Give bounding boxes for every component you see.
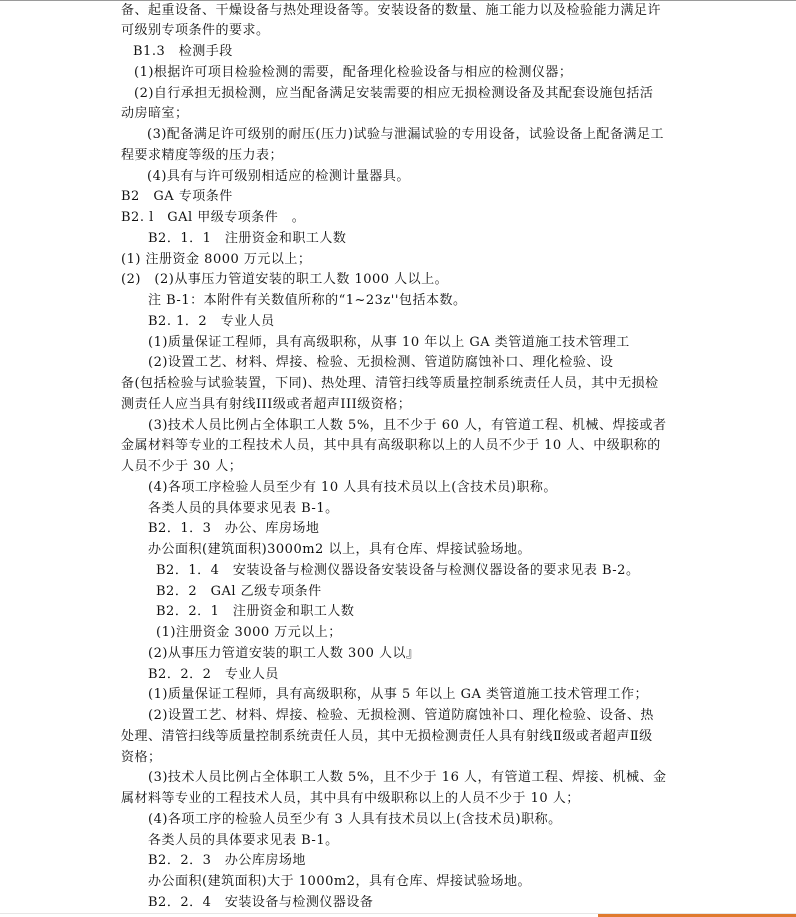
section-heading: B1.3 检测手段 xyxy=(133,44,233,59)
section-heading: B2. 1．2 专业人员 xyxy=(148,314,275,329)
text-line: 动房暗室； xyxy=(121,106,189,121)
text-line: 备、起重设备、干燥设备与热处理设备等。安装设备的数量、施工能力以及检验能力满足许 xyxy=(121,3,662,18)
text-line: (3)技术人员比例占全体职工人数 5%，且不少于 16 人，有管道工程、焊接、机械、金 xyxy=(148,770,667,785)
text-line: (2)从事压力管道安装的职工人数 300 人以』 xyxy=(148,646,420,661)
text-line: 处理、清管扫线等质量控制系统责任人员，其中无损检测责任人具有射线Ⅱ级或者超声Ⅱ级 xyxy=(121,729,653,744)
text-line: 资格； xyxy=(121,750,162,765)
text-line: (1)根据许可项目检验检测的需要，配备理化检验设备与相应的检测仪器； xyxy=(134,65,573,80)
text-line: (1)注册资金 3000 万元以上； xyxy=(156,625,342,640)
text-line: 程要求精度等级的压力表； xyxy=(121,148,284,163)
text-line: (2)设置工艺、材料、焊接、检验、无损检测、管道防腐蚀补口、理化检验、设 xyxy=(148,355,614,370)
page-top-border xyxy=(0,0,796,1)
text-line: (2)设置工艺、材料、焊接、检验、无损检测、管道防腐蚀补口、理化检验、设备、热 xyxy=(148,708,654,723)
text-line: (3)技术人员比例占全体职工人数 5%，且不少于 60 人，有管道工程、机械、焊接或者 xyxy=(148,418,667,433)
text-line: (4)各项工序的检验人员至少有 3 人具有技术员以上(含技术员)职称。 xyxy=(148,812,562,827)
note-line: 注 B-1：本附件有关数值所称的“1~23z''包括本数。 xyxy=(148,293,467,308)
section-heading: B2．2．2 专业人员 xyxy=(148,667,279,682)
section-heading: B2. l GAl 甲级专项条件 。 xyxy=(121,210,306,225)
text-line: (1) 注册资金 8000 万元以上； xyxy=(121,252,312,267)
text-line: 办公面积(建筑面积)3000m2 以上，具有仓库、焊接试验场地。 xyxy=(148,542,531,557)
text-line: (2)自行承担无损检测，应当配备满足安装需要的相应无损检测设备及其配套设施包括活 xyxy=(134,86,654,101)
text-line: 测责任人应当具有射线III级或者超声III级资格； xyxy=(121,397,412,412)
text-line: 可级别专项条件的要求。 xyxy=(121,23,270,38)
text-line: 人员不少于 30 人； xyxy=(121,459,243,474)
section-heading: B2．1．3 办公、库房场地 xyxy=(148,521,320,536)
text-line: 各类人员的具体要求见表 B-1。 xyxy=(148,833,339,848)
text-line: 备(包括检验与试验装置，下同)、热处理、清管扫线等质量控制系统责任人员，其中无损检 xyxy=(121,376,659,391)
section-heading: B2．2．1 注册资金和职工人数 xyxy=(156,604,355,619)
section-heading: B2 GA 专项条件 xyxy=(121,189,233,204)
text-line: (3)配备满足许可级别的耐压(压力)试验与泄漏试验的专用设备，试验设备上配备满足工 xyxy=(147,127,665,142)
section-heading: B2．1．4 安装设备与检测仪器设备安装设备与检测仪器设备的要求见表 B-2。 xyxy=(156,563,640,578)
text-line: (1)质量保证工程师，具有高级职称，从事 10 年以上 GA 类管道施工技术管理工 xyxy=(148,335,630,350)
text-line: (4)具有与许可级别相适应的检测计量器具。 xyxy=(147,169,410,184)
section-heading: B2．2．4 安装设备与检测仪器设备 xyxy=(148,895,374,910)
section-heading: B2．1．1 注册资金和职工人数 xyxy=(148,231,347,246)
text-line: 金属材料等专业的工程技术人员，其中具有高级职称以上的人员不少于 10 人、中级职称的 xyxy=(121,438,661,453)
section-heading: B2．2 GAl 乙级专项条件 xyxy=(156,584,322,599)
text-line: 各类人员的具体要求见表 B-1。 xyxy=(148,501,339,516)
text-line: (4)各项工序检验人员至少有 10 人具有技术员以上(含技术员)职称。 xyxy=(148,480,557,495)
text-line: (2) (2)从事压力管道安装的职工人数 1000 人以上。 xyxy=(121,272,449,287)
text-line: 办公面积(建筑面积)大于 1000m2，具有仓库、焊接试验场地。 xyxy=(148,874,531,889)
section-heading: B2．2．3 办公库房场地 xyxy=(148,853,306,868)
text-line: 属材料等专业的工程技术人员，其中具有中级职称以上的人员不少于 10 人； xyxy=(121,791,580,806)
text-line: (1)质量保证工程师，具有高级职称，从事 5 年以上 GA 类管道施工技术管理工作； xyxy=(148,687,648,702)
